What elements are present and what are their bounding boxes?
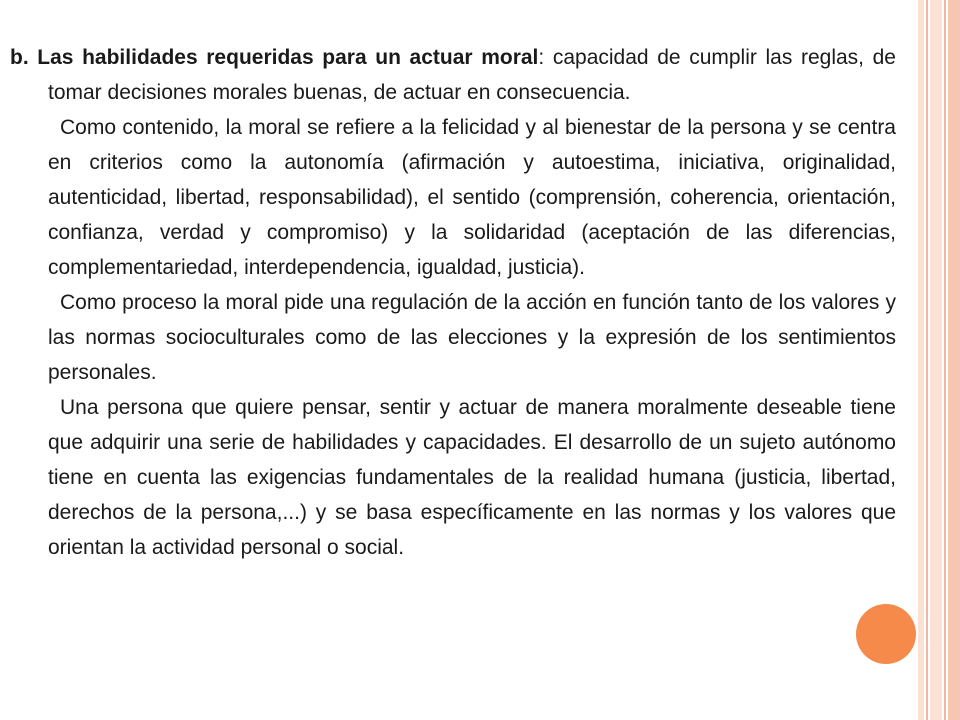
decorative-stripe (930, 0, 942, 720)
decorative-stripe (948, 0, 960, 720)
paragraph-process: Como proceso la moral pide una regulación de la acción en función tanto de los valores y las normas socioculturales como de las elecciones y la expresión de los sentimientos personales. (48, 291, 896, 384)
section-heading-text: : capacidad de cumplir las reglas, de tomar decisiones morales buenas, de actuar en consecuencia. (48, 46, 896, 104)
paragraph-person: Una persona que quiere pensar, sentir y actuar de manera moralmente deseable tiene que adquirir una serie de habilidades y capacidades. El desarrollo de un sujeto autónomo tiene en cuenta las exigencias fundamentales de la realidad humana (justicia, libertad, derechos de la persona,...) y se basa específicamente en las normas y los valores que orientan la actividad personal o social. (48, 396, 896, 559)
paragraph-content: Como contenido, la moral se refiere a la felicidad y al bienestar de la persona y se centra en criterios como la autonomía (afirmación y autoestima, iniciativa, originalidad, autenticidad, libertad, responsabilidad), el sentido (comprensión, coherencia, orientación, confianza, verdad y compromiso) y la solidaridad (aceptación de las diferencias, complementariedad, interdependencia, igualdad, justicia). (48, 116, 896, 279)
section-heading: b. Las habilidades requeridas para un actuar moral (10, 46, 539, 69)
decorative-stripe-line (944, 0, 946, 720)
decorative-stripe (918, 0, 924, 720)
section-heading-paragraph (10, 40, 896, 110)
decorative-stripe-line (926, 0, 928, 720)
slide-body (10, 40, 896, 565)
decorative-orange-circle (856, 604, 916, 664)
